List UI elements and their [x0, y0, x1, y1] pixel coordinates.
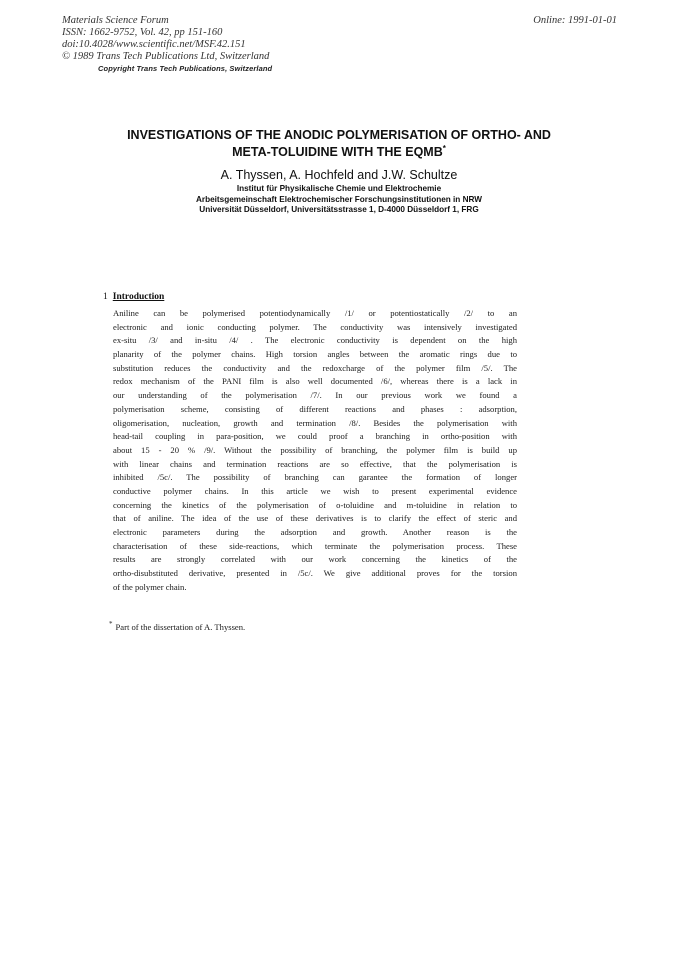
body-line: substitution reduces the conductivity and the redoxcharge of the polymer film /5/. The	[113, 362, 517, 373]
body-line: Aniline can be polymerised potentiodynamically /1/ or potentiostatically /2/ to an	[113, 308, 517, 318]
paper-title	[60, 128, 618, 159]
affiliation-line: Arbeitsgemeinschaft Elektrochemischer Forschungsinstitutionen in NRW	[195, 194, 482, 204]
issn-line: ISSN: 1662-9752, Vol. 42, pp 151-160	[62, 27, 223, 38]
introduction-body	[113, 307, 517, 594]
online-date: Online: 1991-01-01	[533, 15, 617, 26]
affiliation-line: Universität Düsseldorf, Universitätsstrasse 1, D-4000 Düsseldorf 1, FRG	[199, 205, 479, 214]
title-line-2-text: META-TOLUIDINE WITH THE EQMB	[232, 145, 443, 160]
body-line: results are strongly correlated with our work concerning the kinetics of the	[113, 554, 517, 565]
footnote-text: Part of the dissertation of A. Thyssen.	[115, 621, 246, 632]
title-footnote-mark: *	[442, 144, 446, 153]
body-line: planarity of the polymer chains. High torsion angles between the aromatic rings due to	[113, 349, 517, 360]
title-line-2	[60, 142, 618, 159]
affiliation-line: Institut für Physikalische Chemie und Elektrochemie	[236, 184, 442, 193]
body-line: about 15 - 20 % /9/. Without the possibility of branching, the polymer film is build up	[113, 444, 517, 455]
body-line: ex-situ /3/ and in-situ /4/ . The electronic conductivity is dependent on the high	[113, 335, 517, 346]
journal-header	[62, 15, 269, 63]
body-line: ortho-disubstituted derivative, presented in /5c/. We give additional proves for the torsion	[113, 568, 517, 579]
section-title: Introduction	[112, 292, 165, 302]
section-heading	[103, 292, 164, 302]
body-line: of the polymer chain.	[113, 581, 187, 592]
body-line: head-tail coupling in para-position, we could proof a branching in ortho-position with	[113, 431, 517, 442]
body-line: conductive polymer chains. In this article we wish to present experimental evidence	[113, 485, 517, 496]
footnote	[109, 620, 245, 632]
body-line: electronic parameters during the adsorption and growth. Another reason is the	[113, 527, 517, 537]
body-line: electronic and ionic conducting polymer. The conductivity was intensively investigated	[113, 321, 517, 332]
body-line: redox mechanism of the PANI film is also well documented /6/, whereas there is a lack in	[113, 376, 517, 387]
body-line: oligomerisation, nucleation, growth and termination /8/. Besides the polymerisation with	[113, 417, 517, 428]
footnote-mark: *	[109, 620, 113, 628]
body-line: concerning the kinetics of the polymerisation of o-toluidine and m-toluidine in relation to	[113, 499, 517, 510]
author-list: A. Thyssen, A. Hochfeld and J.W. Schultze	[220, 168, 458, 182]
body-line: that of aniline. The idea of the use of these derivatives is to clarify the effect of steric and	[113, 513, 517, 524]
title-line-1: INVESTIGATIONS OF THE ANODIC POLYMERISATION OF ORTHO- AND	[127, 128, 551, 142]
body-line: polymerisation scheme, consisting of different reactions and phases : adsorption,	[113, 403, 517, 414]
doi-link[interactable]: doi:10.4028/www.scientific.net/MSF.42.151	[62, 39, 246, 50]
affiliation	[60, 184, 618, 216]
body-line: with linear chains and termination reactions are so effective, that the polymerisation is	[113, 458, 517, 469]
publisher-line: © 1989 Trans Tech Publications Ltd, Switzerland	[62, 51, 270, 62]
journal-name: Materials Science Forum	[62, 15, 169, 26]
body-line: characterisation of these side-reactions, which terminate the polymerisation process. These	[113, 540, 517, 551]
copyright-stamp: Copyright Trans Tech Publications, Switzerland	[98, 64, 273, 73]
body-line: inhibited /5c/. The possibility of branching can garantee the formation of longer	[113, 472, 517, 483]
body-line: our understanding of the polymerisation /7/. In our previous work we found a	[113, 390, 517, 401]
section-number: 1	[103, 292, 108, 302]
